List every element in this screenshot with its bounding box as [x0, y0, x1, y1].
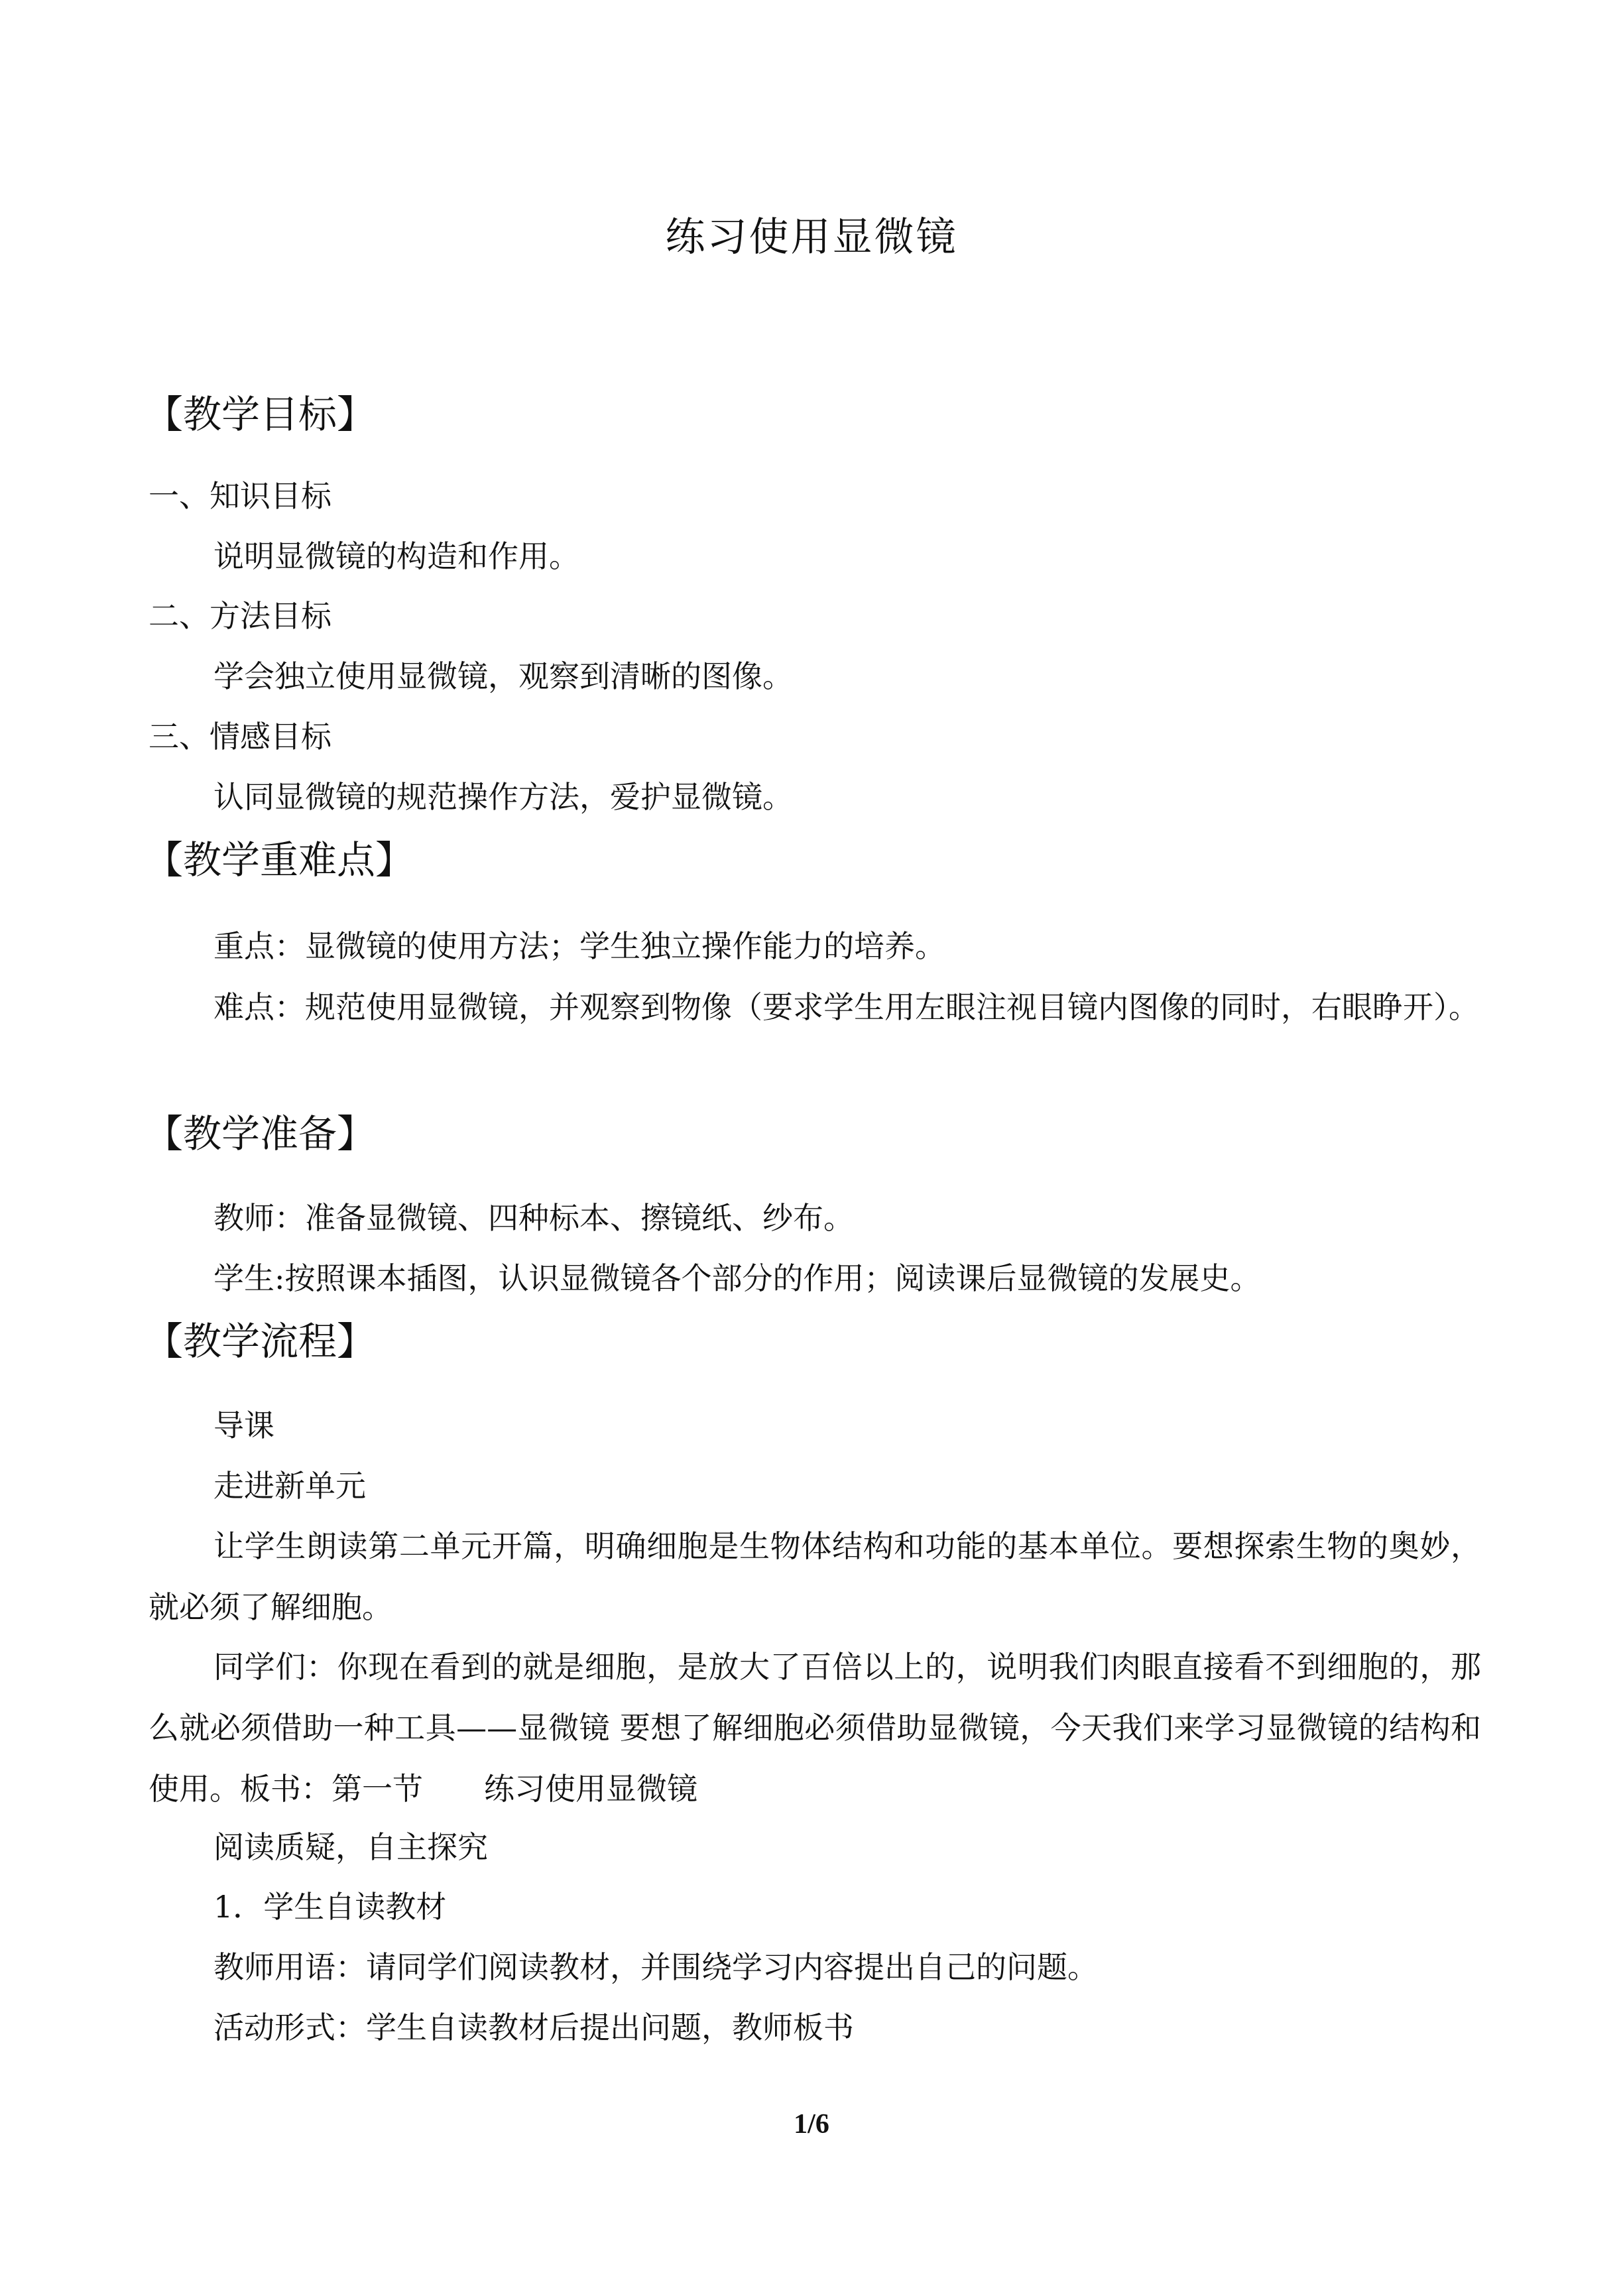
activity-form-text: 活动形式：学生自读教材后提出问题，教师板书 [213, 2010, 854, 2045]
heading-key-points: 【教学重难点】 [145, 837, 414, 882]
intro-text: 导课 [213, 1408, 274, 1443]
knowledge-objective-text: 说明显微镜的构造和作用。 [213, 538, 579, 574]
emotion-objective-text: 认同显微镜的规范操作方法，爱护显微镜。 [213, 779, 793, 815]
heading-process: 【教学流程】 [145, 1319, 376, 1364]
knowledge-objective-label: 一、知识目标 [149, 478, 331, 514]
emotion-objective-label: 三、情感目标 [149, 719, 331, 755]
key-point-text: 重点：显微镜的使用方法；学生独立操作能力的培养。 [213, 928, 945, 964]
method-objective-text: 学会独立使用显微镜，观察到清晰的图像。 [213, 658, 793, 694]
process-paragraph-1: 让学生朗读第二单元开篇，明确细胞是生物体结构和功能的基本单位。要想探索生物的奥妙，就必须了解细胞。 [149, 1528, 1481, 1625]
reading-inquiry-text: 阅读质疑，自主探究 [213, 1829, 488, 1865]
new-unit-text: 走进新单元 [213, 1468, 366, 1504]
heading-objectives: 【教学目标】 [145, 392, 376, 437]
difficult-point-text: 难点：规范使用显微镜，并观察到物像（要求学生用左眼注视目镜内图像的同时，右眼睁开）。 [213, 989, 1479, 1025]
method-objective-label: 二、方法目标 [149, 598, 331, 634]
process-paragraph-2: 同学们：你现在看到的就是细胞，是放大了百倍以上的，说明我们肉眼直接看不到细胞的，那么就必须借助一种工具——显微镜 要想了解细胞必须借助显微镜，今天我们来学习显微镜的结构和使用。板书：第一节 练习使用显微镜 [149, 1649, 1481, 1807]
step-1-text: 1．学生自读教材 [213, 1889, 447, 1925]
heading-preparation: 【教学准备】 [145, 1111, 376, 1156]
teacher-words-text: 教师用语：请同学们阅读教材，并围绕学习内容提出自己的问题。 [213, 1949, 1098, 1985]
student-preparation-text: 学生:按照课本插图，认识显微镜各个部分的作用；阅读课后显微镜的发展史。 [213, 1260, 1261, 1296]
teacher-preparation-text: 教师：准备显微镜、四种标本、擦镜纸、纱布。 [213, 1200, 854, 1236]
page-number: 1/6 [794, 2109, 829, 2140]
document-title: 练习使用显微镜 [665, 214, 958, 261]
